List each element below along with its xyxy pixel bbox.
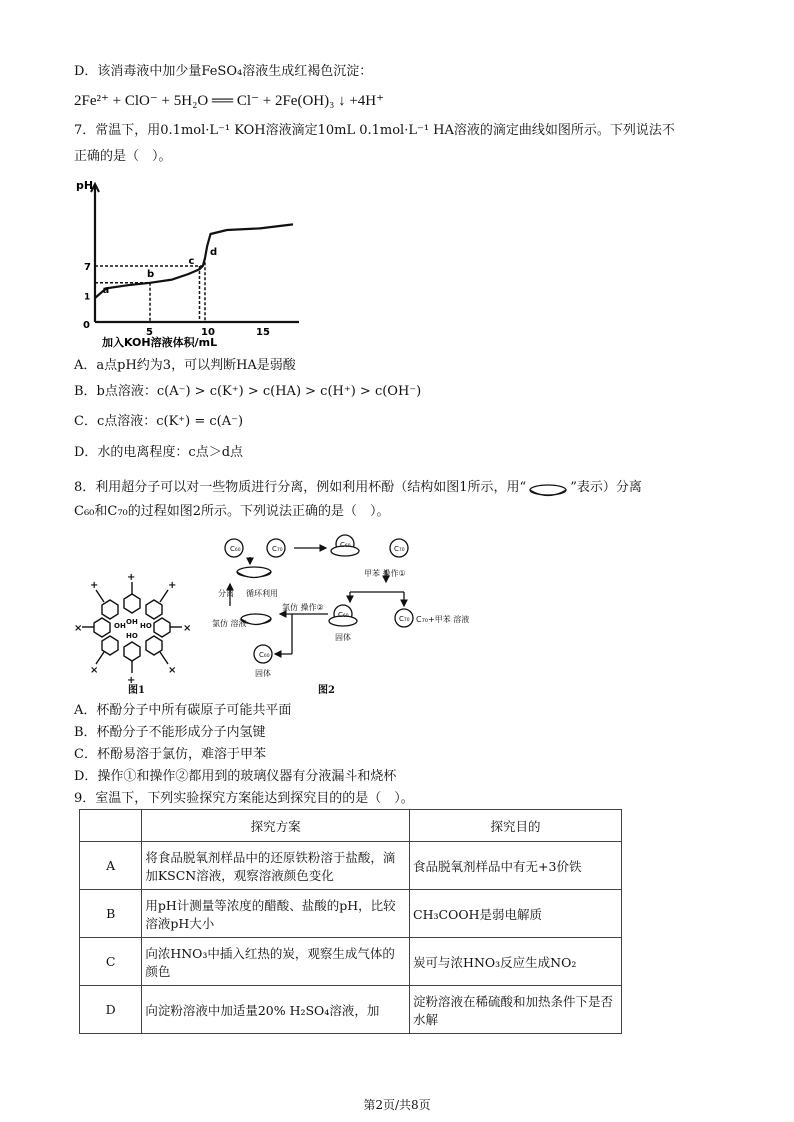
point-label-c: c [188, 256, 195, 267]
q7-stem-line1: 7．常温下，用0.1mol·L⁻¹ KOH溶液滴定10mL 0.1mol·L⁻¹ HA溶液的滴定曲线如图所示。下列说法不 [74, 123, 675, 138]
svg-text:×: × [168, 665, 177, 676]
fig2-recycle-label: 循环利用 [246, 589, 278, 598]
point-label-d: d [210, 247, 218, 259]
svg-text:OH: OH [126, 618, 138, 626]
table-header-row [80, 810, 622, 842]
point-label-a: a [102, 284, 110, 296]
table-header-plan: 探究方案 [142, 810, 410, 842]
q8-option-b: B．杯酚分子不能形成分子内氢键 [74, 725, 266, 740]
row-plan: 用pH计测量等浓度的醋酸、盐酸的pH，比较溶液pH大小 [142, 890, 410, 938]
q8-option-c: C．杯酚易溶于氯仿，难溶于甲苯 [74, 747, 266, 762]
row-goal: 淀粉溶液在稀硫酸和加热条件下是否水解 [410, 986, 622, 1034]
row-goal: 炭可与浓HNO₃反应生成NO₂ [410, 938, 622, 986]
svg-text:+: + [127, 572, 136, 583]
table-row [80, 890, 622, 938]
svg-text:×: × [90, 665, 99, 676]
y-tick-label: 1 [84, 292, 91, 303]
svg-text:C₇₀: C₇₀ [399, 615, 410, 623]
fig2-c70-toluene-label: C₇₀+甲苯 溶液 [416, 615, 470, 624]
table-row [80, 842, 622, 890]
svg-text:C₆₀: C₆₀ [259, 651, 270, 659]
row-label: B [80, 890, 142, 938]
svg-text:C₇₀: C₇₀ [272, 545, 283, 553]
fig2-chloroform-solution-label: 氯仿 溶液 [212, 619, 247, 628]
table-header-cell [80, 810, 142, 842]
fig2-separate-label: 分离 [218, 589, 234, 598]
x-tick-label: 15 [256, 327, 270, 338]
row-label: C [80, 938, 142, 986]
svg-text:C₆₀: C₆₀ [340, 541, 351, 549]
q9-stem: 9．室温下，下列实验探究方案能达到探究目的的是（ ）。 [74, 791, 414, 806]
svg-text:HO: HO [126, 632, 138, 640]
svg-text:+: + [127, 675, 136, 686]
figure-2-caption: 图2 [318, 685, 335, 696]
x-axis-label: 加入KOH溶液体积/mL [102, 336, 218, 349]
table-row [80, 938, 622, 986]
x-tick-label: 5 [146, 327, 153, 338]
fig2-toluene-op1-label: 甲苯 操作① [364, 569, 406, 578]
q6-equation: 2Fe²⁺ + ClO⁻ + 5H₂O ══ Cl⁻ + 2Fe(OH)₃ ↓ +4H⁺ [74, 93, 385, 109]
fig2-solid1-label: 固体 [335, 633, 351, 642]
q8-stem-line1 [74, 479, 642, 497]
figure-1-caption: 图1 [128, 685, 145, 696]
q8-option-d: D．操作①和操作②都用到的玻璃仪器有分液漏斗和烧杯 [74, 769, 397, 784]
separation-flow-figure [210, 530, 470, 690]
svg-text:×: × [183, 623, 192, 634]
row-plan: 向浓HNO₃中插入红热的炭，观察生成气体的颜色 [142, 938, 410, 986]
q6-option-d: D．该消毒液中加少量FeSO₄溶液生成红褐色沉淀： [74, 64, 373, 79]
q7-stem-line2: 正确的是（ ）。 [74, 149, 172, 164]
x-tick-label: 0 [83, 320, 90, 331]
q8-option-a: A．杯酚分子中所有碳原子可能共平面 [74, 703, 292, 718]
calixarene-structure-figure [74, 572, 194, 690]
svg-text:C₆₀: C₆₀ [338, 611, 349, 619]
row-label: A [80, 842, 142, 890]
calixarene-symbol [526, 481, 570, 495]
x-tick-label: 10 [201, 327, 215, 338]
svg-text:×: × [74, 623, 83, 634]
svg-text:HO: HO [140, 622, 152, 630]
table-header-goal: 探究目的 [410, 810, 622, 842]
row-plan: 将食品脱氧剂样品中的还原铁粉溶于盐酸，滴加KSCN溶液，观察溶液颜色变化 [142, 842, 410, 890]
point-label-b: b [147, 268, 155, 280]
y-axis-label: pH [76, 179, 94, 192]
q8-stem-part1: 8．利用超分子可以对一些物质进行分离，例如利用杯酚（结构如图1所示，用“ [74, 480, 527, 495]
q7-option-c: C．c点溶液：c(K⁺) = c(A⁻) [74, 414, 244, 429]
row-goal: CH₃COOH是弱电解质 [410, 890, 622, 938]
y-tick-label: 7 [84, 262, 91, 273]
svg-text:C₇₀: C₇₀ [394, 545, 405, 553]
q8-stem-part2: ”表示）分离 [570, 480, 642, 495]
fig2-solid2-label: 固体 [255, 669, 271, 678]
page-footer: 第2页/共8页 [363, 1098, 431, 1112]
svg-text:+: + [168, 580, 177, 591]
experiment-table [79, 809, 622, 1034]
svg-text:C₆₀: C₆₀ [230, 545, 241, 553]
q8-stem-line2: C₆₀和C₇₀的过程如图2所示。下列说法正确的是（ ）。 [74, 504, 390, 519]
row-label: D [80, 986, 142, 1034]
fig2-chloroform-op2-label: 氯仿 操作② [282, 603, 324, 612]
svg-text:OH: OH [114, 622, 126, 630]
q7-option-a: A．a点pH约为3，可以判断HA是弱酸 [74, 358, 296, 373]
table-row [80, 986, 622, 1034]
q7-option-d: D．水的电离程度：c点＞d点 [74, 445, 244, 460]
row-plan: 向淀粉溶液中加适量20% H₂SO₄溶液，加 [142, 986, 410, 1034]
titration-chart [74, 176, 324, 352]
row-goal: 食品脱氧剂样品中有无+3价铁 [410, 842, 622, 890]
svg-text:+: + [90, 580, 99, 591]
q7-option-b: B．b点溶液：c(A⁻) > c(K⁺) > c(HA) > c(H⁺) > c(OH⁻) [74, 384, 422, 399]
